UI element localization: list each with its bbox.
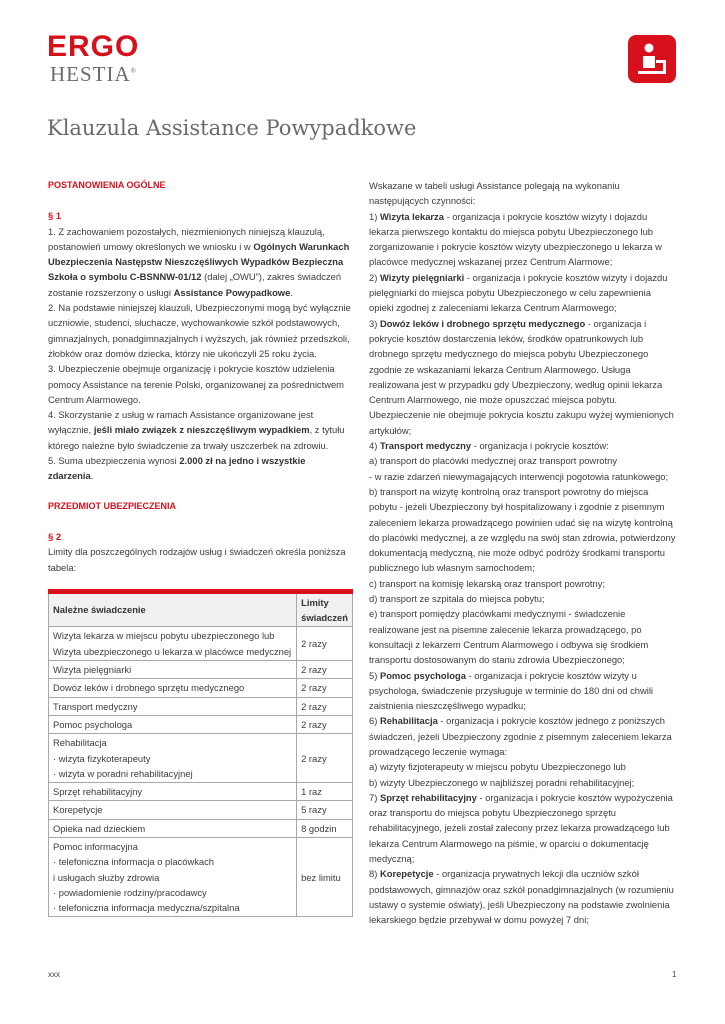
- table-cell-limit: 2 razy: [297, 627, 353, 661]
- table-cell-limit: bez limitu: [297, 837, 353, 916]
- heading-subject: PRZEDMIOT UBEZPIECZENIA: [48, 500, 177, 511]
- service-item-4c: c) transport na komisję lekarską oraz transport powrotny;: [369, 577, 606, 589]
- table-header-row: [49, 591, 353, 627]
- ergo-hestia-logo: [47, 30, 140, 86]
- limits-table: [48, 589, 353, 918]
- table-body: [49, 627, 353, 917]
- table-row: [49, 661, 353, 679]
- services-intro: Wskazane w tabeli usługi Assistance polegają na wykonaniu następujących czynności:: [369, 180, 620, 207]
- paragraph-4: 4. Skorzystanie z usług w ramach Assistance organizowane jest wyłącznie, jeśli miało związek z nieszczęśliwym wypadkiem, z tytułu którego należne było świadczenie za trwały uszczerbek na zdrowiu.: [48, 409, 345, 451]
- service-item-7: 7) Sprzęt rehabilitacyjny - organizacja i pokrycie kosztów wypożyczenia oraz transportu do miejsca pobytu Ubezpieczonego sprzętu rehabilitacyjnego, jeżeli został zalecony przez lekarza prowadzącego lub lekarza Centrum Alarmowego na piśmie, w oparciu o dokumentację medyczną;: [369, 791, 673, 865]
- page-title: Klauzula Assistance Powypadkowe: [47, 116, 417, 140]
- table-cell-limit: 2 razy: [297, 661, 353, 679]
- table-header-limit: Limity świadczeń: [297, 591, 353, 627]
- table-row: [49, 697, 353, 715]
- table-row: [49, 837, 353, 916]
- paragraph-3: 3. Ubezpieczenie obejmuje organizację i pokrycie kosztów udzielenia pomocy Assistance na terenie Polski, organizowanej za pośrednictwem Centrum Alarmowego.: [48, 363, 344, 405]
- paragraph-1: 1. Z zachowaniem pozostałych, niezmienionych niniejszą klauzulą, postanowień umowy określonych we wniosku i w Ogólnych Warunkach Ubezpieczenia Następstw Nieszczęśliwych Wypadków Bezpieczna Szkoła o symbolu C-BSNNW-01/12 (dalej „OWU”), zakres świadczeń zostanie rozszerzony o usługi Assistance Powypadkowe.: [48, 225, 350, 298]
- table-row: [49, 627, 353, 661]
- table-row: [49, 715, 353, 733]
- table-cell-benefit: Rehabilitacja · wizyta fizykoterapeuty · wizyta w poradni rehabilitacyjnej: [49, 734, 297, 783]
- table-cell-benefit: Opieka nad dzieckiem: [49, 819, 297, 837]
- table-cell-limit: 2 razy: [297, 679, 353, 697]
- service-item-6: 6) Rehabilitacja - organizacja i pokrycie kosztów jednego z poniższych świadczeń, jeżeli Ubezpieczony zgodnie z pisemnym zaleceniem lekarza prowadzącego leczenie wymaga:: [369, 715, 672, 757]
- page-number: 1: [672, 970, 677, 979]
- table-cell-limit: 8 godzin: [297, 819, 353, 837]
- service-item-8: 8) Korepetycje - organizacja prywatnych lekcji dla uczniów szkół podstawowych, gimnazjów oraz szkół ponadgimnazjalnych (w rozumieniu ustawy o systemie oświaty), jeśli Ubezpieczony na podstawie zwolnienia lekarskiego będzie przebywał w domu powyżej 7 dni;: [369, 868, 674, 926]
- table-row: [49, 801, 353, 819]
- heading-general: POSTANOWIENIA OGÓLNE: [48, 180, 166, 190]
- service-item-6a: a) wizyty fizjoterapeuty w miejscu pobytu Ubezpieczonego lub: [369, 761, 626, 773]
- table-cell-limit: 2 razy: [297, 715, 353, 733]
- service-item-4d: d) transport ze szpitala do miejsca pobytu;: [369, 593, 545, 605]
- right-column: [369, 178, 676, 928]
- table-cell-benefit: Wizyta lekarza w miejscu pobytu ubezpieczonego lub Wizyta ubezpieczonego u lekarza w placówce medycznej: [49, 627, 297, 661]
- service-item-4b: b) transport na wizytę kontrolną oraz transport powrotny do miejsca pobytu - jeżeli Ubezpieczony był hospitalizowany i zgodnie z pisemnym zaleceniem lekarza prowadzącego powinien udać się na wizytę kontrolną do placówki medycznej, a ze względu na swój stan zdrowia, potwierdzony dokumentacją medyczną, nie może odbyć podróży środkami transportu publicznego lub własnym samochodem;: [369, 485, 676, 574]
- table-cell-benefit: Sprzęt rehabilitacyjny: [49, 783, 297, 801]
- table-row: [49, 819, 353, 837]
- table-row: [49, 783, 353, 801]
- person-at-desk-icon: [628, 35, 676, 83]
- table-cell-benefit: Korepetycje: [49, 801, 297, 819]
- service-item-4e: e) transport pomiędzy placówkami medycznymi - świadczenie realizowane jest na pisemne zalecenie lekarza prowadzącego, po konsultacji z lekarzem Centrum Alarmowego i odbywa się środkiem transportu dostosowanym do stanu zdrowia Ubezpieczonego;: [369, 608, 649, 666]
- table-row: [49, 734, 353, 783]
- section-1-mark: § 1: [48, 210, 62, 222]
- service-item-1: 1) Wizyta lekarza - organizacja i pokrycie kosztów wizyty i dojazdu lekarza pierwszego kontaktu do miejsca pobytu Ubezpieczonego lub zorganizowanie i pokrycie kosztów wizyty ubezpieczonego u lekarza w placówce medycznej wskazanej przez Centrum Alarmowe;: [369, 210, 662, 268]
- table-row: [49, 679, 353, 697]
- logo-hestia: HESTIA: [50, 62, 131, 86]
- table-cell-benefit: Pomoc psychologa: [49, 715, 297, 733]
- left-column: [48, 178, 353, 917]
- section-2-mark: § 2: [48, 530, 62, 542]
- service-item-4a: a) transport do placówki medycznej oraz transport powrotny - w razie zdarzeń niewymagających interwencji pogotowia ratunkowego;: [369, 455, 669, 482]
- paragraph-2: 2. Na podstawie niniejszej klauzuli, Ubezpieczonymi mogą być wyłącznie uczniowie, studenci, słuchacze, wychowankowie szkół podstawowych, gimnazjalnych, ponadgimnazjalnych i wyższych, jak również przedszkoli, żłobków oraz domów dziecka, którzy nie ukończyli 25 roku życia.: [48, 302, 351, 359]
- table-cell-benefit: Wizyta pielęgniarki: [49, 661, 297, 679]
- paragraph-5: 5. Suma ubezpieczenia wynosi 2.000 zł na jedno i wszystkie zdarzenia.: [48, 455, 306, 482]
- service-item-2: 2) Wizyty pielęgniarki - organizacja i pokrycie kosztów wizyty i dojazdu pielęgniarki do miejsca pobytu Ubezpieczonego w celu zapewnienia opieki zgodnej z zaleceniami lekarza Centrum Alarmowego;: [369, 271, 668, 314]
- table-cell-benefit: Dowóz leków i drobnego sprzętu medycznego: [49, 679, 297, 697]
- table-cell-limit: 5 razy: [297, 801, 353, 819]
- service-item-4: 4) Transport medyczny - organizacja i pokrycie kosztów:: [369, 440, 609, 452]
- service-item-5: 5) Pomoc psychologa - organizacja i pokrycie kosztów wizyty u psychologa, świadczenie przysługuje w terminie do 180 dni od chwili zaistnienia nieszczęśliwego wypadku;: [369, 669, 654, 712]
- table-cell-limit: 2 razy: [297, 697, 353, 715]
- table-header-benefit: Należne świadczenie: [49, 591, 297, 627]
- service-item-3: 3) Dowóz leków i drobnego sprzętu medycznego - organizacja i pokrycie kosztów dostarczenia leków, środków opatrunkowych lub drobnego sprzętu medycznego do miejsca pobytu Ubezpieczonego zgodnie ze wskazaniami lekarza Centrum Alarmowego. Usługa realizowana jest w przypadku gdy Ubezpieczony, według opinii lekarza Centrum Alarmowego, nie może opuszczać miejsca pobytu. Ubezpieczenie nie obejmuje pokrycia kosztu zakupu wyżej wymienionych artykułów;: [369, 317, 674, 436]
- service-item-6b: b) wizyty Ubezpieczonego w najbliższej poradni rehabilitacyjnej;: [369, 776, 635, 788]
- footer-code: xxx: [48, 970, 60, 979]
- section-2-text: Limity dla poszczególnych rodzajów usług i świadczeń określa poniższa tabela:: [48, 546, 346, 573]
- registered-mark: ®: [130, 67, 137, 75]
- logo-ergo: ERGO: [47, 30, 140, 63]
- table-cell-limit: 2 razy: [297, 734, 353, 783]
- table-cell-limit: 1 raz: [297, 783, 353, 801]
- table-cell-benefit: Transport medyczny: [49, 697, 297, 715]
- table-cell-benefit: Pomoc informacyjna · telefoniczna informacja o placówkach i usługach służby zdrowia · powiadomienie rodziny/pracodawcy · telefoniczna informacja medyczna/szpitalna: [49, 837, 297, 916]
